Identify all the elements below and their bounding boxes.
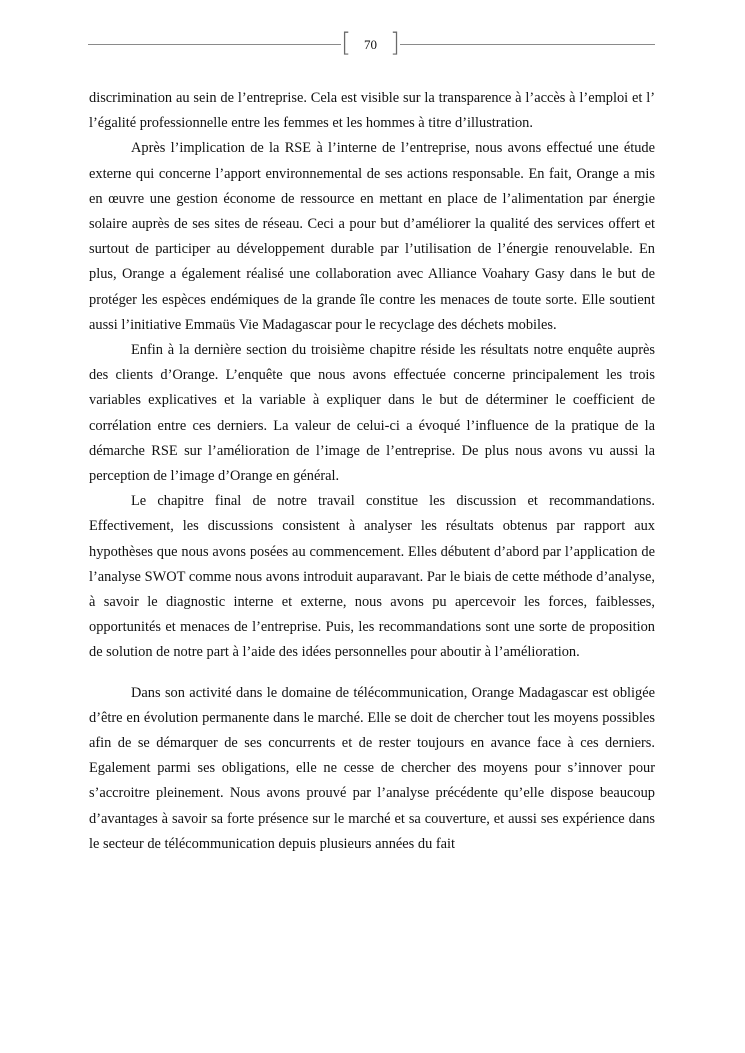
paragraph-external-study: Après l’implication de la RSE à l’interne de l’entreprise, nous avons effectué une étude externe qui concerne l’apport environnemental de ses actions responsable. En fait, Orange a mis en œuvre une gestion économe de ressource en mettant en place de l’alimentation par énergie solaire auprès de ses sites de réseau. Ceci a pour but d’améliorer la qualité des services offert et surtout de participer au développement durable par l’utilisation de l’énergie renouvelable. En plus, Orange a également réalisé une collaboration avec Alliance Voahary Gasy dans le but de protéger les espèces endémiques de la grande île contre les menaces de toute sorte. Elle soutient aussi l’initiative Emmaüs Vie Madagascar pour le recyclage des déchets mobiles. [89, 140, 655, 333]
paragraph-continuation: discrimination au sein de l’entreprise. Cela est visible sur la transparence à l’accès à l’emploi et l’ l’égalité professionnelle entre les femmes et les hommes à titre d’illustration. [89, 90, 655, 132]
paragraph-telecom-activity: Dans son activité dans le domaine de télécommunication, Orange Madagascar est obligée d’être en évolution permanente dans le marché. Elle se doit de chercher tout les moyens possibles afin de se démarquer de ses concurrents et de rester toujours en avance face à ces derniers. Egalement parmi ses obligations, elle ne cesse de chercher des moyens pour s’innover pour s’accroitre pleinement. Nous avons prouvé par l’analyse précédente qu’elle dispose beaucoup d’avantages à savoir sa forte présence sur le marché et sa couverture, et aussi ses expérience dans le secteur de télécommunication depuis plusieurs années du fait [89, 684, 655, 852]
page-header [88, 28, 655, 58]
page-number-box [341, 28, 400, 58]
open-bracket-icon: [ [341, 28, 352, 58]
paragraph-final-chapter: Le chapitre final de notre travail constitue les discussion et recommandations. Effectivement, les discussions consistent à analyser les résultats obtenus par rapport aux hypothèses que nous avons posées au commencement. Elles débutent d’abord par l’application de l’analyse SWOT comme nous avons introduit auparavant. Par le biais de cette méthode d’analyse, à savoir le diagnostic interne et externe, nous avons pu apercevoir les forces, faiblesses, opportunités et menaces de l’entreprise. Puis, les recommandations sont une sorte de proposition de solution de notre part à l’aide des idées personnelles pour aboutir à l’amélioration. [89, 493, 655, 661]
paragraph-survey-results: Enfin à la dernière section du troisième chapitre réside les résultats notre enquête auprès des clients d’Orange. L’enquête que nous avons effectuée concerne principalement les trois variables explicatives et la variable à expliquer dans le but de déterminer le coefficient de corrélation entre ces derniers. La valeur de celui-ci a évoqué l’influence de la pratique de la démarche RSE sur l’amélioration de l’image de l’entreprise. De plus nous avons vu aussi la perception de l’image d’Orange en général. [89, 342, 655, 485]
header-rule-left [88, 44, 341, 45]
close-bracket-icon: ] [389, 28, 400, 58]
header-rule-right [400, 44, 655, 45]
document-body [89, 86, 655, 857]
page-number: 70 [364, 37, 377, 52]
